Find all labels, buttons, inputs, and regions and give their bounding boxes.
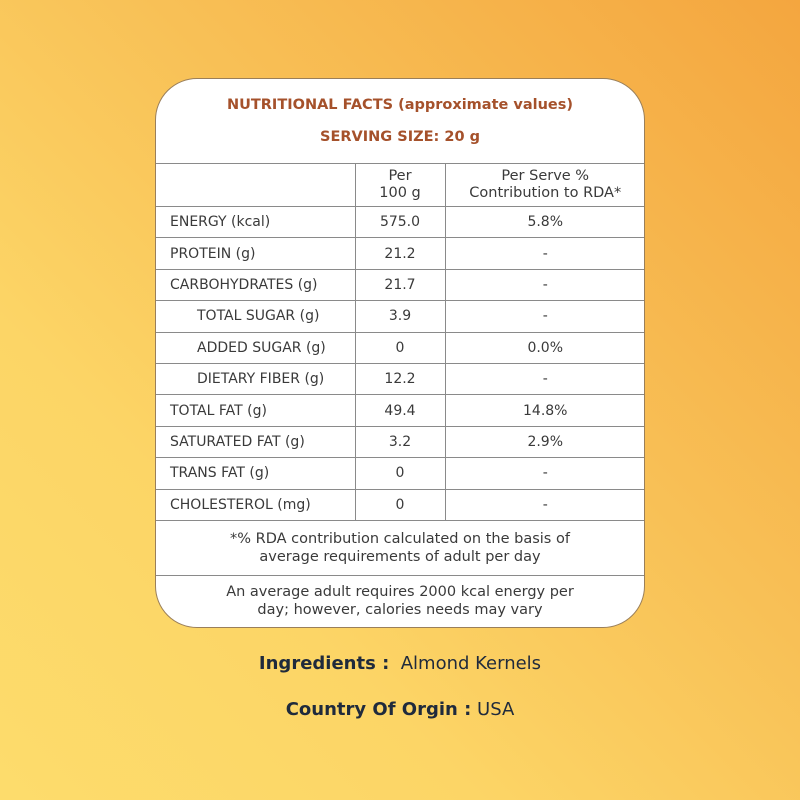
nutrient-name: TOTAL SUGAR (g): [155, 301, 355, 332]
per-100g-value: 21.7: [355, 269, 445, 300]
rda-value: -: [445, 238, 645, 269]
per-100g-value: 3.9: [355, 301, 445, 332]
per-100g-value: 21.2: [355, 238, 445, 269]
per-100g-value: 12.2: [355, 363, 445, 394]
table-row: [155, 395, 645, 426]
rda-note-row: [155, 520, 645, 575]
rda-value: -: [445, 489, 645, 520]
nutrition-table: [155, 163, 645, 626]
nutrient-name: ADDED SUGAR (g): [155, 332, 355, 363]
per-100g-value: 0: [355, 458, 445, 489]
table-row: [155, 458, 645, 489]
per-100g-value: 49.4: [355, 395, 445, 426]
nutrient-name: CARBOHYDRATES (g): [155, 269, 355, 300]
energy-note: [155, 575, 645, 626]
rda-value: -: [445, 363, 645, 394]
table-row: [155, 207, 645, 238]
nutrient-name: ENERGY (kcal): [155, 207, 355, 238]
rda-value: -: [445, 269, 645, 300]
ingredients-label: Ingredients :: [258, 653, 390, 674]
rda-value: 5.8%: [445, 207, 645, 238]
energy-note-line2: day; however, calories needs may vary: [257, 601, 543, 618]
header-rda-line1: Per Serve %: [501, 168, 590, 184]
rda-value: 0.0%: [445, 332, 645, 363]
table-row: [155, 269, 645, 300]
energy-note-row: [155, 575, 645, 626]
ingredients-value: Almond Kernels: [400, 653, 542, 674]
nutrient-name: TOTAL FAT (g): [155, 395, 355, 426]
origin-line: [0, 699, 800, 720]
nutrient-name: PROTEIN (g): [155, 238, 355, 269]
header-rda: [445, 164, 645, 207]
origin-label: Country Of Orgin :: [285, 699, 472, 720]
rda-value: 2.9%: [445, 426, 645, 457]
ingredients-line: [0, 653, 800, 674]
rda-note: [155, 520, 645, 575]
header-blank: [155, 164, 355, 207]
nutrient-name: SATURATED FAT (g): [155, 426, 355, 457]
nutrient-name: CHOLESTEROL (mg): [155, 489, 355, 520]
header-per-100g-line1: Per: [388, 168, 412, 184]
per-100g-value: 0: [355, 332, 445, 363]
header-per-100g: [355, 164, 445, 207]
table-row: [155, 426, 645, 457]
rda-value: -: [445, 301, 645, 332]
per-100g-value: 3.2: [355, 426, 445, 457]
table-row: [155, 363, 645, 394]
energy-note-line1: An average adult requires 2000 kcal energy per: [226, 583, 574, 600]
rda-note-line1: *% RDA contribution calculated on the basis of: [230, 530, 570, 547]
nutrient-name: TRANS FAT (g): [155, 458, 355, 489]
origin-value: USA: [477, 699, 515, 720]
per-100g-value: 575.0: [355, 207, 445, 238]
rda-note-line2: average requirements of adult per day: [259, 548, 541, 565]
header-rda-line2: Contribution to RDA*: [469, 185, 622, 201]
table-header-row: [155, 164, 645, 207]
table-row: [155, 238, 645, 269]
table-row: [155, 489, 645, 520]
nutrient-name: DIETARY FIBER (g): [155, 363, 355, 394]
rda-value: 14.8%: [445, 395, 645, 426]
header-per-100g-line2: 100 g: [379, 185, 421, 201]
serving-size: SERVING SIZE: 20 g: [320, 129, 480, 145]
table-row: [155, 301, 645, 332]
nutrition-facts-card: [155, 78, 645, 628]
nutrition-title: NUTRITIONAL FACTS (approximate values): [226, 97, 574, 113]
rda-value: -: [445, 458, 645, 489]
per-100g-value: 0: [355, 489, 445, 520]
table-row: [155, 332, 645, 363]
